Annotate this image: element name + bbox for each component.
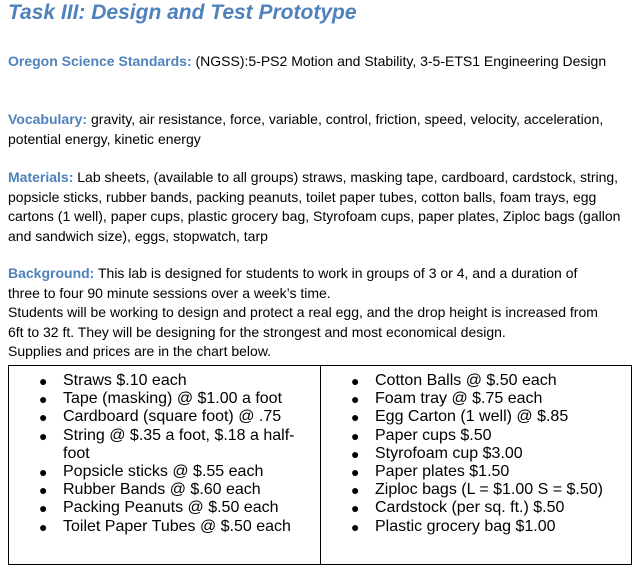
bullet-icon: ●	[351, 482, 360, 499]
supply-item-text: Styrofoam cup $3.00	[375, 444, 523, 462]
supply-item	[39, 408, 309, 426]
supplies-list-left	[39, 372, 309, 536]
bullet-icon: ●	[39, 427, 48, 444]
supply-item	[39, 427, 309, 463]
bullet-icon: ●	[39, 373, 48, 389]
supplies-table	[8, 365, 632, 565]
materials-label: Materials:	[8, 169, 74, 185]
supply-item-text: Paper cups $.50	[375, 426, 492, 444]
supply-item-text: Packing Peanuts @ $.50 each	[63, 499, 279, 517]
supply-item	[39, 463, 309, 481]
bullet-icon: ●	[39, 464, 48, 481]
supply-item-text: Rubber Bands @ $.60 each	[63, 481, 261, 499]
bullet-icon: ●	[351, 427, 360, 444]
supply-item-text: Cotton Balls @ $.50 each	[375, 372, 557, 389]
bullet-icon: ●	[351, 373, 360, 389]
supply-item	[39, 481, 309, 499]
supply-item-text: Toilet Paper Tubes @ $.50 each	[63, 517, 291, 535]
page-title: Task III: Design and Test Prototype	[8, 1, 357, 24]
standards-label: Oregon Science Standards:	[8, 53, 192, 69]
supply-item	[351, 481, 621, 499]
bullet-icon: ●	[351, 500, 360, 517]
supply-item-text: Tape (masking) @ $1.00 a foot	[63, 390, 283, 408]
background-line-3: Students will be working to design and protect a real egg, and the drop height is increased from	[8, 304, 598, 320]
vocabulary-paragraph	[8, 110, 628, 149]
bullet-icon: ●	[39, 518, 48, 535]
materials-text: Lab sheets, (available to all groups) straws, masking tape, cardboard, cardstock, string, popsicle sticks, rubber bands, packing peanuts, toilet paper tubes, cotton balls, foam trays, egg cartons (1 well), paper cups, plastic grocery bag, Styrofoam cups, paper plates, Ziploc bags (gallon and sandwich size), eggs, stopwatch, tarp	[8, 169, 621, 244]
standards-text: (NGSS):5-PS2 Motion and Stability, 3-5-ETS1 Engineering Design	[191, 53, 607, 69]
supplies-list-right	[351, 372, 621, 536]
background-line-2: three to four 90 minute sessions over a week’s time.	[8, 284, 331, 301]
vocabulary-text: gravity, air resistance, force, variable, control, friction, speed, velocity, acceleration, potential energy, kinetic energy	[8, 111, 604, 147]
supply-item	[39, 372, 309, 390]
supplies-column-right	[321, 366, 631, 564]
supply-item	[351, 499, 621, 517]
supply-item	[39, 390, 309, 408]
bullet-icon: ●	[351, 445, 360, 462]
background-label: Background:	[8, 265, 95, 281]
supply-item	[39, 499, 309, 517]
supply-item-text: Straws $.10 each	[63, 372, 187, 389]
supplies-column-left	[9, 366, 321, 564]
materials-paragraph	[8, 168, 628, 246]
supply-item-text: Paper plates $1.50	[375, 463, 510, 481]
supply-item	[351, 390, 621, 408]
bullet-icon: ●	[351, 518, 360, 535]
vocabulary-label: Vocabulary:	[8, 111, 88, 127]
bullet-icon: ●	[351, 409, 360, 426]
background-paragraph	[8, 264, 634, 362]
supply-item	[351, 427, 621, 445]
bullet-icon: ●	[39, 482, 48, 499]
bullet-icon: ●	[351, 391, 360, 408]
supply-item-text: Cardboard (square foot) @ .75	[63, 408, 282, 426]
bullet-icon: ●	[39, 500, 48, 517]
supply-item	[351, 463, 621, 481]
supply-item-text: Ziploc bags (L = $1.00 S = $.50)	[375, 481, 603, 499]
bullet-icon: ●	[39, 409, 48, 426]
supply-item	[39, 518, 309, 536]
background-line-1: This lab is designed for students to work in groups of 3 or 4, and a duration of	[94, 265, 578, 281]
bullet-icon: ●	[39, 391, 48, 408]
supply-item-text: String @ $.35 a foot, $.18 a half-foot	[63, 426, 295, 462]
supply-item-text: Egg Carton (1 well) @ $.85	[375, 408, 569, 426]
supply-item	[351, 445, 621, 463]
standards-paragraph	[8, 52, 628, 72]
supply-item-text: Popsicle sticks @ $.55 each	[63, 463, 264, 481]
bullet-icon: ●	[351, 464, 360, 481]
supply-item	[351, 408, 621, 426]
background-line-5: Supplies and prices are in the chart below.	[8, 343, 272, 359]
supply-item-text: Cardstock (per sq. ft.) $.50	[375, 499, 565, 517]
supply-item	[351, 518, 621, 536]
supply-item-text: Plastic grocery bag $1.00	[375, 517, 556, 535]
supply-item-text: Foam tray @ $.75 each	[375, 390, 543, 408]
background-line-4: 6ft to 32 ft. They will be designing for the strongest and most economical design.	[8, 323, 506, 340]
supply-item	[351, 372, 621, 390]
